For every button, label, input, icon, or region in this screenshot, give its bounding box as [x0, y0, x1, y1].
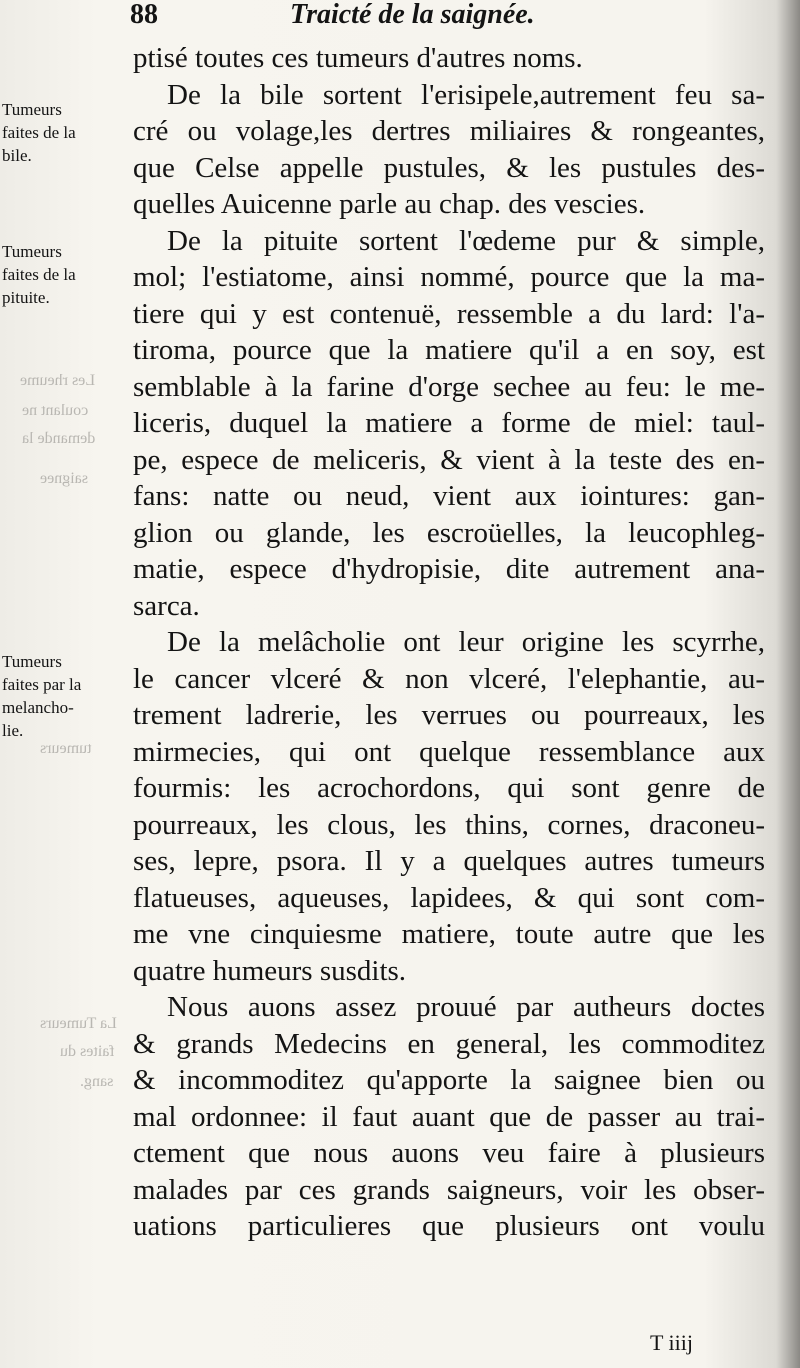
show-through-text: coulant ne [22, 402, 89, 419]
text-line: pourreaux, les clous, les thins, cornes, draconeu- [133, 808, 765, 841]
text-line: ptisé toutes ces tumeurs d'autres noms. [133, 42, 583, 74]
show-through-text: sang. [80, 1073, 114, 1090]
show-through-text: demande la [22, 430, 96, 447]
text-line: quatre humeurs susdits. [133, 954, 407, 987]
text-line: tiere qui y est contenuë, ressemble a du lard: l'a- [133, 297, 765, 330]
text-line: glion ou glande, les escroüelles, la leucophleg- [133, 516, 765, 549]
text-line: mal ordonnee: il faut auant que de passer au trai- [133, 1100, 765, 1133]
text-line: De la bile sortent l'erisipele,autrement feu sa- [167, 78, 765, 111]
text-line: trement ladrerie, les verrues ou pourreaux, les [133, 699, 765, 731]
text-line: matie, espece d'hydropisie, dite autrement ana- [133, 553, 765, 585]
text-line: De la melâcholie ont leur origine les scyrrhe, [167, 626, 765, 658]
running-title: Traicté de la saignée. [290, 0, 535, 30]
signature-mark: T iiij [650, 1330, 693, 1355]
main-text [133, 40, 765, 1245]
text-line: Nous auons assez prouué par autheurs doctes [167, 991, 765, 1023]
text-line: & grands Medecins en general, les commoditez [133, 1027, 765, 1060]
page-header [130, 0, 610, 36]
text-line: tiroma, pource que la matiere qu'il a en soy, est [133, 334, 765, 366]
text-line: mol; l'estiatome, ainsi nommé, pource que la ma- [133, 261, 765, 293]
show-through-text: tumeurs [40, 740, 92, 757]
text-line: sarca. [133, 589, 200, 622]
text-line: mirmecies, qui ont quelque ressemblance aux [133, 735, 765, 768]
text-line: le cancer vlceré & non vlceré, l'elephantie, au- [133, 662, 765, 695]
text-line: fourmis: les acrochordons, qui sont genre de [133, 772, 765, 804]
text-line: me vne cinquiesme matiere, toute autre que les [133, 918, 765, 950]
text-line: ses, lepre, psora. Il y a quelques autres tumeurs [133, 845, 765, 877]
show-through-text: Les rheume [20, 372, 96, 389]
show-through-text: La Tumeurs [40, 1015, 117, 1032]
text-line: uations particulieres que plusieurs ont voulu [133, 1210, 765, 1242]
text-line: que Celse appelle pustules, & les pustules des- [133, 151, 765, 184]
margin-note-bile: Tumeurs faites de la bile. [2, 100, 76, 165]
text-line: liceris, duquel la matiere a forme de miel: taul- [133, 407, 765, 439]
text-line: De la pituite sortent l'œdeme pur & simple, [167, 224, 765, 257]
margin-note-pituite: Tumeurs faites de la pituite. [2, 242, 76, 307]
text-line: fans: natte ou neud, vient aux iointures: gan- [133, 480, 765, 512]
show-through-text: saignee [40, 470, 88, 487]
text-line: pe, espece de meliceris, & vient à la teste des en- [133, 443, 765, 476]
text-line: ctement que nous auons veu faire à plusieurs [133, 1137, 765, 1169]
text-line: semblable à la farine d'orge sechee au feu: le me- [133, 370, 765, 403]
text-line: & incommoditez qu'apporte la saignee bien ou [133, 1064, 765, 1096]
text-line: quelles Auicenne parle au chap. des vescies. [133, 188, 646, 220]
text-line: malades par ces grands saigneurs, voir les obser- [133, 1173, 765, 1206]
margin-note-melancholie: Tumeurs faites par la melancho- lie. [2, 652, 82, 740]
text-line: flatueuses, aqueuses, lapidees, & qui sont com- [133, 881, 765, 914]
page-number: 88 [130, 0, 158, 30]
show-through-text: faites du [60, 1043, 115, 1060]
text-line: cré ou volage,les dertres miliaires & rongeantes, [133, 115, 765, 147]
